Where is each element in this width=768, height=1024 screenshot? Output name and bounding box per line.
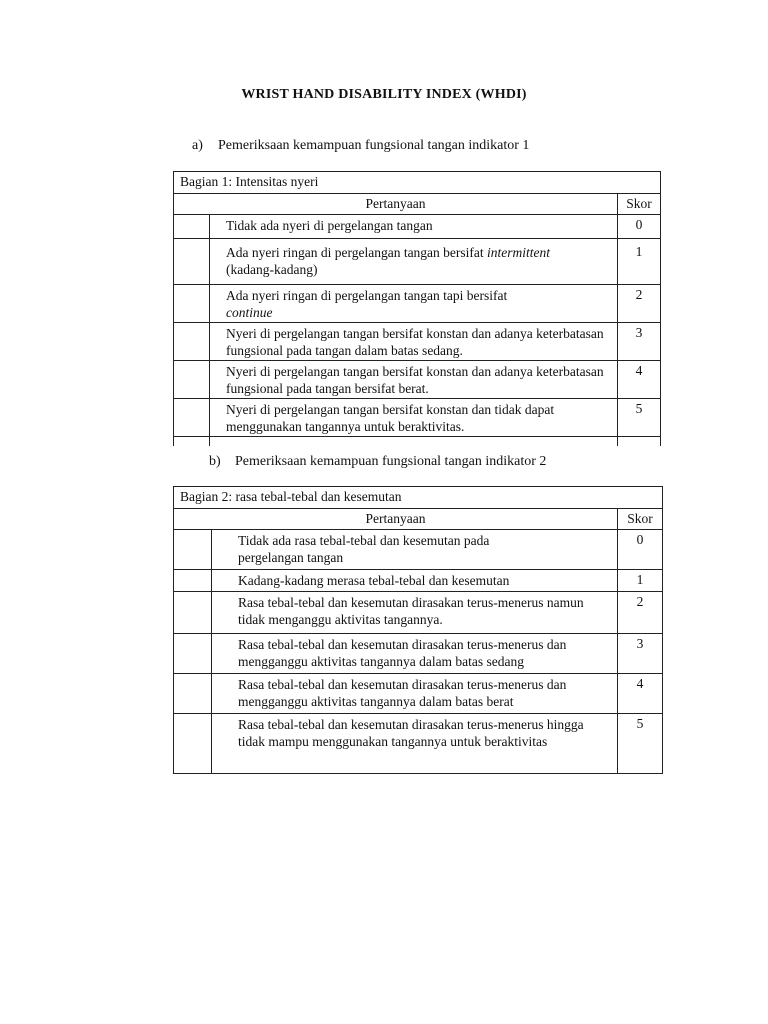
part-2-label: Bagian 2: rasa tebal-tebal dan kesemutan	[174, 487, 663, 509]
table-row	[174, 323, 661, 361]
document-title: WRIST HAND DISABILITY INDEX (WHDI)	[241, 87, 527, 102]
table-part-1	[173, 171, 661, 446]
section-a-marker: a)	[192, 138, 203, 153]
score-value: 4	[618, 361, 661, 399]
column-header-question: Pertanyaan	[174, 194, 618, 215]
question-text: Rasa tebal-tebal dan kesemutan dirasakan terus-menerus namun tidak menganggu aktivitas tangannya.	[212, 592, 618, 634]
score-value: 1	[618, 239, 661, 285]
score-value: 0	[618, 530, 663, 570]
question-text: Rasa tebal-tebal dan kesemutan dirasakan terus-menerus hingga tidak mampu menggunakan tangannya untuk beraktivitas	[212, 714, 618, 774]
section-b-marker: b)	[209, 454, 221, 469]
score-value: 2	[618, 592, 663, 634]
table-row	[174, 399, 661, 437]
table-row	[174, 714, 663, 774]
table-row	[174, 239, 661, 285]
question-text: Rasa tebal-tebal dan kesemutan dirasakan terus-menerus dan mengganggu aktivitas tangannya dalam batas sedang	[212, 634, 618, 674]
question-text: Tidak ada nyeri di pergelangan tangan	[210, 215, 618, 239]
table-row	[174, 285, 661, 323]
table-part-2	[173, 486, 663, 774]
score-value: 5	[618, 714, 663, 774]
section-a-text: Pemeriksaan kemampuan fungsional tangan indikator 1	[218, 138, 530, 153]
score-value: 5	[618, 399, 661, 437]
score-value: 3	[618, 323, 661, 361]
section-b-text: Pemeriksaan kemampuan fungsional tangan indikator 2	[235, 454, 547, 469]
question-text: Kadang-kadang merasa tebal-tebal dan kesemutan	[212, 570, 618, 592]
question-text: Ada nyeri ringan di pergelangan tangan tapi bersifat continue	[210, 285, 618, 323]
column-header-score: Skor	[618, 509, 663, 530]
section-a-heading	[192, 138, 529, 154]
question-text: Nyeri di pergelangan tangan bersifat konstan dan adanya keterbatasan fungsional pada tangan dalam batas sedang.	[210, 323, 618, 361]
table-row	[174, 570, 663, 592]
column-header-question: Pertanyaan	[174, 509, 618, 530]
question-text: Nyeri di pergelangan tangan bersifat konstan dan adanya keterbatasan fungsional pada tangan bersifat berat.	[210, 361, 618, 399]
question-text: Nyeri di pergelangan tangan bersifat konstan dan tidak dapat menggunakan tangannya untuk beraktivitas.	[210, 399, 618, 437]
question-text: Ada nyeri ringan di pergelangan tangan bersifat intermittent (kadang-kadang)	[210, 239, 618, 285]
table-row	[174, 592, 663, 634]
table-row	[174, 215, 661, 239]
table-row	[174, 530, 663, 570]
part-1-label: Bagian 1: Intensitas nyeri	[174, 172, 661, 194]
column-header-score: Skor	[618, 194, 661, 215]
score-value: 0	[618, 215, 661, 239]
question-text: Tidak ada rasa tebal-tebal dan kesemutan pada pergelangan tangan	[212, 530, 618, 570]
score-value: 2	[618, 285, 661, 323]
table-row	[174, 674, 663, 714]
score-value: 4	[618, 674, 663, 714]
question-text: Rasa tebal-tebal dan kesemutan dirasakan terus-menerus dan mengganggu aktivitas tangannya dalam batas berat	[212, 674, 618, 714]
score-value: 1	[618, 570, 663, 592]
table-row	[174, 361, 661, 399]
score-value: 3	[618, 634, 663, 674]
section-b-heading	[209, 454, 546, 470]
table-row	[174, 634, 663, 674]
